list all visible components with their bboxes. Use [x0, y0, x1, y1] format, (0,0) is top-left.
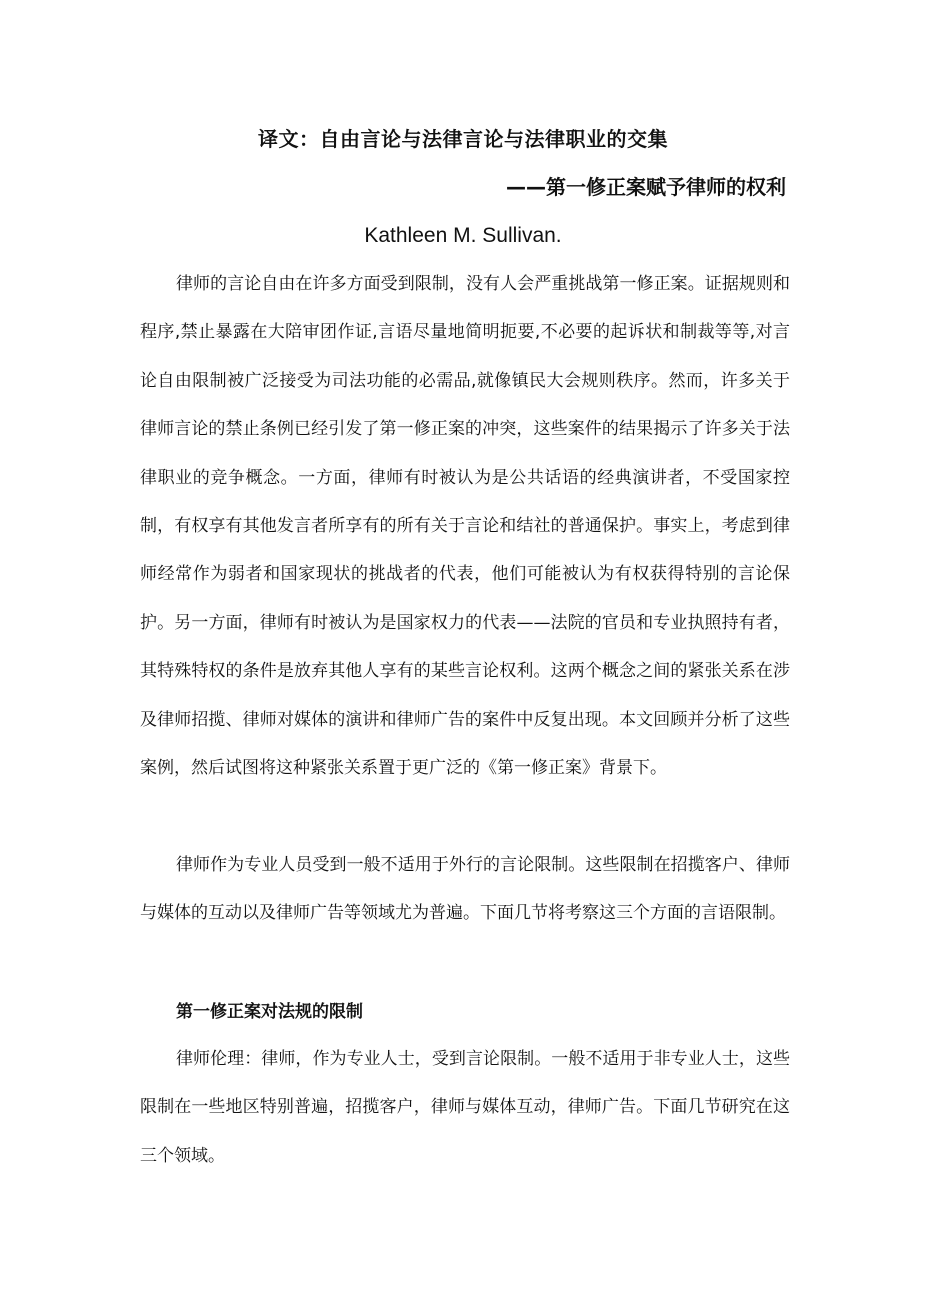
author-name: Kathleen M. Sullivan.: [364, 224, 562, 247]
body-paragraph-2: 律师作为专业人员受到一般不适用于外行的言论限制。这些限制在招揽客户、律师与媒体的互动以及律师广告等领域尤为普遍。下面几节将考察这三个方面的言语限制。: [140, 855, 790, 924]
document-title: 译文：自由言论与法律言论与法律职业的交集: [258, 127, 668, 151]
document-subtitle: ——第一修正案赋予律师的权利: [506, 175, 786, 199]
body-paragraph-1: 律师的言论自由在许多方面受到限制，没有人会严重挑战第一修正案。证据规则和程序,禁止暴露在大陪审团作证,言语尽量地简明扼要,不必要的起诉状和制裁等等,对言论自由限制被广泛接受为司法功能的必需品,就像镇民大会规则秩序。然而，许多关于律师言论的禁止条例已经引发了第一修正案的冲突，这些案件的结果揭示了许多关于法律职业的竞争概念。一方面，律师有时被认为是公共话语的经典演讲者，不受国家控制，有权享有其他发言者所享有的所有关于言论和结社的普通保护。事实上，考虑到律师经常作为弱者和国家现状的挑战者的代表，他们可能被认为有权获得特别的言论保护。另一方面，律师有时被认为是国家权力的代表——法院的官员和专业执照持有者，其特殊特权的条件是放弃其他人享有的某些言论权利。这两个概念之间的紧张关系在涉及律师招揽、律师对媒体的演讲和律师广告的案件中反复出现。本文回顾并分析了这些案例，然后试图将这种紧张关系置于更广泛的《第一修正案》背景下。: [140, 274, 790, 779]
section-heading: 第一修正案对法规的限制: [176, 1002, 363, 1022]
section-paragraph-1: 律师伦理：律师，作为专业人士，受到言论限制。一般不适用于非专业人士，这些限制在一些地区特别普遍，招揽客户，律师与媒体互动，律师广告。下面几节研究在这三个领域。: [140, 1049, 790, 1166]
